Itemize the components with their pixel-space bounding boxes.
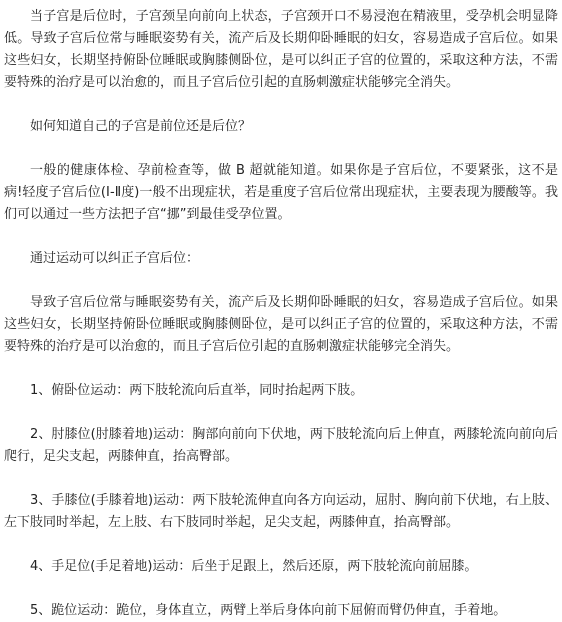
step-2: 2、肘膝位(肘膝着地)运动：胸部向前向下伏地，两下肢轮流向后上伸直，两膝轮流向前向后爬行，足尖支起，两膝伸直，抬高臀部。	[4, 427, 558, 464]
answer-paragraph: 一般的健康体检、孕前检查等，做 B 超就能知道。如果你是子宫后位，不要紧张，这不是病!轻度子宫后位(Ⅰ-Ⅱ度)一般不出现症状，若是重度子宫后位常出现症状，主要表现为腰酸等。我们可以通过一些方法把子宫“挪”到最佳受孕位置。	[4, 163, 558, 222]
cause-paragraph: 导致子宫后位常与睡眠姿势有关，流产后及长期仰卧睡眠的妇女，容易造成子宫后位。如果这些妇女，长期坚持俯卧位睡眠或胸膝侧卧位，是可以纠正子宫的位置的，采取这种方法，不需要特殊的治疗是可以治愈的，而且子宫后位引起的直肠刺激症状能够完全消失。	[4, 295, 558, 354]
step-5: 5、跪位运动：跪位，身体直立，两臂上举后身体向前下屈俯而臂仍伸直，手着地。	[30, 603, 507, 618]
question-heading: 如何知道自己的子宫是前位还是后位？	[30, 119, 252, 134]
step-4: 4、手足位(手足着地)运动：后坐于足跟上，然后还原，两下肢轮流向前屈膝。	[30, 559, 478, 574]
step-1: 1、俯卧位运动：两下肢轮流向后直举，同时抬起两下肢。	[30, 383, 364, 398]
intro-paragraph: 当子宫是后位时，子宫颈呈向前向上状态，子宫颈开口不易浸泡在精液里，受孕机会明显降低。导致子宫后位常与睡眠姿势有关，流产后及长期仰卧睡眠的妇女，容易造成子宫后位。如果这些妇女，长期坚持俯卧位睡眠或胸膝侧卧位，是可以纠正子宫的位置的，采取这种方法，不需要特殊的治疗是可以治愈的，而且子宫后位引起的直肠刺激症状能够完全消失。	[4, 9, 558, 90]
exercise-subheading: 通过运动可以纠正子宫后位：	[30, 251, 200, 266]
step-3: 3、手膝位(手膝着地)运动：两下肢轮流伸直向各方向运动，屈肘、胸向前下伏地，右上肢、左下肢同时举起，左上肢、右下肢同时举起，足尖支起，两膝伸直，抬高臀部。	[4, 493, 558, 530]
